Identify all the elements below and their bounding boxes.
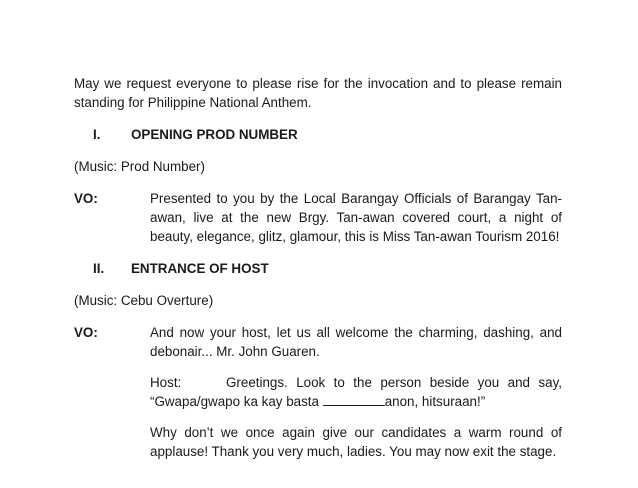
section-numeral: I. [93, 127, 101, 142]
section-heading-host [74, 259, 562, 278]
section-title: OPENING PROD NUMBER [131, 127, 298, 142]
host-text-after: anon, hitsuraan!” [384, 394, 486, 409]
vo-label: VO: [74, 191, 98, 206]
section-numeral: II. [93, 261, 105, 276]
intro-paragraph: May we request everyone to please rise for the invocation and to please remain standing for Philippine National Anthem. [74, 76, 562, 110]
vo-label: VO: [74, 325, 98, 340]
vo-text: Presented to you by the Local Barangay Officials of Barangay Tan-awan, live at the new Brgy. Tan-awan covered court, a night of beauty, elegance, glitz, glamour, this is Miss Tan-awan Tourism 2016! [150, 191, 562, 244]
vo-block [74, 323, 562, 461]
section-heading-opening [74, 125, 562, 144]
fill-in-blank [323, 393, 385, 406]
music-cue: (Music: Prod Number) [74, 159, 205, 174]
closing-text: Why don’t we once again give our candidates a warm round of applause! Thank you very much, ladies. You may now exit the stage. [150, 425, 562, 459]
host-line [150, 373, 562, 411]
script-page [74, 74, 562, 461]
music-cue: (Music: Cebu Overture) [74, 293, 214, 308]
host-label: Host: [150, 375, 182, 390]
vo-block [74, 189, 562, 246]
vo-text: And now your host, let us all welcome the charming, dashing, and debonair... Mr. John Guaren. [150, 325, 562, 359]
vo-body [150, 323, 562, 461]
host-text-before: Greetings. Look to the person beside you and say, “Gwapa/gwapo ka kay basta [150, 375, 562, 409]
section-title: ENTRANCE OF HOST [131, 261, 269, 276]
vo-body [150, 189, 562, 246]
